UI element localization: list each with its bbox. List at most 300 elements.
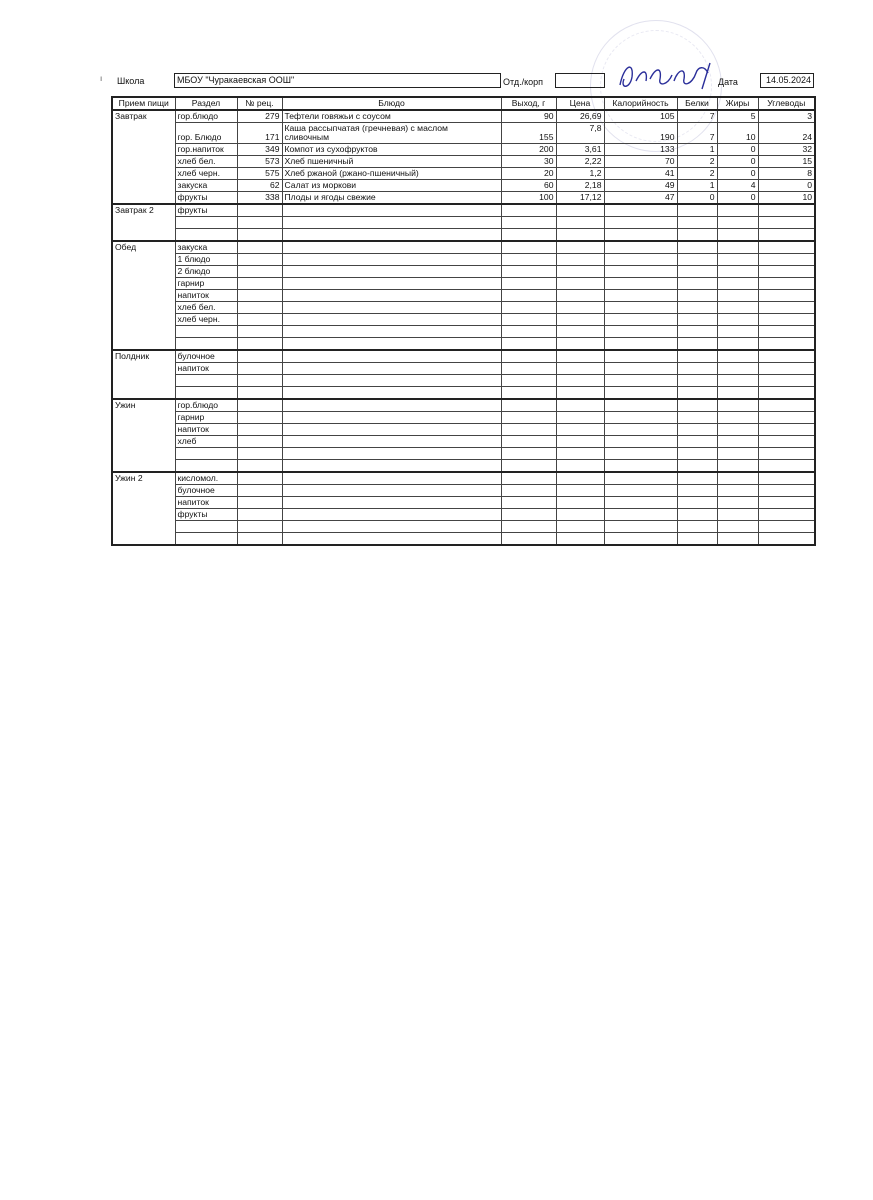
carbs-cell: [758, 387, 815, 400]
kcal-cell: [604, 350, 677, 363]
table-row: [112, 387, 815, 400]
recipe-cell: [237, 412, 282, 424]
fat-cell: [717, 302, 758, 314]
kcal-cell: [604, 448, 677, 460]
weight-cell: 100: [501, 192, 556, 205]
weight-cell: [501, 399, 556, 412]
carbs-cell: [758, 350, 815, 363]
kcal-cell: [604, 254, 677, 266]
weight-cell: [501, 472, 556, 485]
protein-cell: [677, 387, 717, 400]
recipe-cell: [237, 533, 282, 546]
weight-cell: [501, 338, 556, 351]
fat-cell: [717, 338, 758, 351]
dish-cell: [282, 533, 501, 546]
date-field: 14.05.2024: [760, 73, 814, 88]
protein-cell: [677, 412, 717, 424]
section-cell: гарнир: [175, 278, 237, 290]
recipe-cell: [237, 302, 282, 314]
carbs-cell: [758, 314, 815, 326]
table-row: [112, 509, 815, 521]
protein-cell: [677, 278, 717, 290]
meal-name: Полдник: [112, 350, 175, 399]
dish-cell: [282, 424, 501, 436]
dish-cell: Тефтели говяжьи с соусом: [282, 110, 501, 123]
section-cell: 2 блюдо: [175, 266, 237, 278]
price-cell: [556, 387, 604, 400]
dish-cell: [282, 472, 501, 485]
carbs-cell: 15: [758, 156, 815, 168]
price-cell: [556, 266, 604, 278]
fat-cell: [717, 448, 758, 460]
dish-cell: [282, 229, 501, 242]
carbs-cell: [758, 497, 815, 509]
dish-cell: [282, 350, 501, 363]
recipe-cell: 573: [237, 156, 282, 168]
kcal-cell: [604, 399, 677, 412]
weight-cell: [501, 412, 556, 424]
recipe-cell: [237, 509, 282, 521]
protein-cell: [677, 350, 717, 363]
price-cell: [556, 436, 604, 448]
kcal-cell: [604, 412, 677, 424]
dish-cell: [282, 387, 501, 400]
carbs-cell: [758, 521, 815, 533]
kcal-cell: [604, 229, 677, 242]
section-cell: напиток: [175, 290, 237, 302]
table-row: [112, 204, 815, 217]
weight-cell: [501, 387, 556, 400]
kcal-cell: 133: [604, 144, 677, 156]
price-cell: 17,12: [556, 192, 604, 205]
section-cell: [175, 375, 237, 387]
table-row: [112, 460, 815, 473]
price-cell: [556, 338, 604, 351]
fat-cell: [717, 472, 758, 485]
dish-cell: [282, 290, 501, 302]
price-cell: [556, 254, 604, 266]
column-header: Блюдо: [282, 97, 501, 110]
kcal-cell: 47: [604, 192, 677, 205]
weight-cell: [501, 326, 556, 338]
weight-cell: [501, 363, 556, 375]
column-header: Прием пищи: [112, 97, 175, 110]
weight-cell: [501, 485, 556, 497]
table-row: [112, 254, 815, 266]
price-cell: [556, 123, 604, 144]
section-cell: [175, 387, 237, 400]
recipe-cell: [237, 266, 282, 278]
carbs-cell: [758, 448, 815, 460]
dish-cell: [282, 509, 501, 521]
section-cell: напиток: [175, 363, 237, 375]
carbs-cell: [758, 375, 815, 387]
table-row: [112, 497, 815, 509]
price-cell: [556, 375, 604, 387]
table-row: [112, 278, 815, 290]
fat-cell: [717, 350, 758, 363]
carbs-cell: [758, 485, 815, 497]
section-cell: [175, 460, 237, 473]
dish-cell: [282, 412, 501, 424]
kcal-cell: [604, 290, 677, 302]
price-cell: [556, 302, 604, 314]
recipe-cell: [237, 241, 282, 254]
weight-cell: [501, 497, 556, 509]
price-cell: [556, 241, 604, 254]
kcal-cell: 190: [604, 123, 677, 144]
weight-cell: [501, 521, 556, 533]
fat-cell: [717, 278, 758, 290]
section-cell: [175, 229, 237, 242]
dish-cell: [282, 266, 501, 278]
table-row: [112, 110, 815, 123]
dish-cell: [282, 123, 501, 144]
table-row: [112, 399, 815, 412]
weight-cell: [501, 350, 556, 363]
table-row: [112, 448, 815, 460]
recipe-cell: [237, 399, 282, 412]
fat-cell: [717, 509, 758, 521]
price-cell: 2,18: [556, 180, 604, 192]
carbs-cell: 24: [758, 123, 815, 144]
kcal-cell: [604, 509, 677, 521]
carbs-cell: [758, 229, 815, 242]
dish-cell: [282, 460, 501, 473]
weight-cell: 30: [501, 156, 556, 168]
column-header: Цена: [556, 97, 604, 110]
protein-cell: [677, 521, 717, 533]
section-cell: гор. Блюдо: [175, 123, 237, 144]
fat-cell: [717, 254, 758, 266]
section-cell: фрукты: [175, 509, 237, 521]
column-header: Выход, г: [501, 97, 556, 110]
section-cell: гарнир: [175, 412, 237, 424]
protein-cell: [677, 217, 717, 229]
fat-cell: [717, 266, 758, 278]
fat-cell: [717, 424, 758, 436]
price-cell: [556, 217, 604, 229]
table-row: [112, 302, 815, 314]
dish-cell: [282, 254, 501, 266]
protein-cell: [677, 485, 717, 497]
table-row: [112, 521, 815, 533]
section-cell: гор.напиток: [175, 144, 237, 156]
weight-cell: [501, 509, 556, 521]
meal-name: Обед: [112, 241, 175, 350]
carbs-cell: [758, 278, 815, 290]
dish-cell: [282, 302, 501, 314]
table-row: [112, 229, 815, 242]
dish-cell: [282, 314, 501, 326]
carbs-cell: [758, 533, 815, 546]
carbs-cell: 0: [758, 180, 815, 192]
protein-cell: [677, 338, 717, 351]
table-row: [112, 168, 815, 180]
price-cell: [556, 399, 604, 412]
column-header: Раздел: [175, 97, 237, 110]
protein-cell: [677, 399, 717, 412]
price-cell: [556, 521, 604, 533]
dish-cell: [282, 497, 501, 509]
carbs-cell: [758, 424, 815, 436]
protein-cell: [677, 314, 717, 326]
recipe-cell: [237, 314, 282, 326]
weight-cell: 60: [501, 180, 556, 192]
kcal-cell: [604, 278, 677, 290]
dish-cell: [282, 204, 501, 217]
protein-cell: 7: [677, 123, 717, 144]
price-cell: [556, 460, 604, 473]
protein-cell: 1: [677, 180, 717, 192]
dish-cell: [282, 521, 501, 533]
kcal-cell: [604, 521, 677, 533]
fat-cell: [717, 533, 758, 546]
fat-cell: [717, 521, 758, 533]
protein-cell: [677, 448, 717, 460]
fat-cell: [717, 314, 758, 326]
recipe-cell: [237, 448, 282, 460]
price-cell: [556, 278, 604, 290]
fat-cell: [717, 436, 758, 448]
carbs-cell: [758, 412, 815, 424]
table-row: [112, 363, 815, 375]
section-cell: кисломол.: [175, 472, 237, 485]
meal-name: Завтрак 2: [112, 204, 175, 241]
kcal-cell: 41: [604, 168, 677, 180]
kcal-cell: [604, 424, 677, 436]
kcal-cell: [604, 204, 677, 217]
price-cell: 3,61: [556, 144, 604, 156]
carbs-cell: [758, 472, 815, 485]
protein-cell: [677, 436, 717, 448]
carbs-cell: [758, 326, 815, 338]
kcal-cell: [604, 485, 677, 497]
recipe-cell: [237, 204, 282, 217]
weight-cell: [501, 254, 556, 266]
carbs-cell: [758, 266, 815, 278]
menu-table: [111, 96, 816, 546]
price-cell: [556, 350, 604, 363]
fat-cell: 0: [717, 168, 758, 180]
date-label: Дата: [718, 77, 738, 87]
section-cell: [175, 217, 237, 229]
recipe-cell: 279: [237, 110, 282, 123]
dish-cell: [282, 338, 501, 351]
dish-cell: [282, 485, 501, 497]
protein-cell: 7: [677, 110, 717, 123]
price-cell: [556, 424, 604, 436]
price-cell: [556, 412, 604, 424]
carbs-cell: [758, 217, 815, 229]
kcal-cell: [604, 363, 677, 375]
protein-cell: [677, 229, 717, 242]
protein-cell: 0: [677, 192, 717, 205]
recipe-cell: [237, 254, 282, 266]
dish-cell: Хлеб ржаной (ржано-пшеничный): [282, 168, 501, 180]
carbs-cell: 3: [758, 110, 815, 123]
recipe-cell: [237, 485, 282, 497]
kcal-cell: 70: [604, 156, 677, 168]
protein-cell: [677, 472, 717, 485]
school-name-field: МБОУ "Чуракаевская ООШ": [174, 73, 501, 88]
recipe-cell: [237, 424, 282, 436]
fat-cell: [717, 290, 758, 302]
recipe-cell: [237, 436, 282, 448]
section-cell: хлеб: [175, 436, 237, 448]
section-cell: [175, 533, 237, 546]
section-cell: [175, 326, 237, 338]
kcal-cell: [604, 302, 677, 314]
weight-cell: 90: [501, 110, 556, 123]
weight-cell: [501, 314, 556, 326]
weight-cell: [501, 533, 556, 546]
kcal-cell: [604, 533, 677, 546]
weight-cell: [501, 375, 556, 387]
weight-cell: [501, 266, 556, 278]
section-cell: хлеб черн.: [175, 314, 237, 326]
kcal-cell: [604, 460, 677, 473]
section-cell: булочное: [175, 485, 237, 497]
recipe-cell: [237, 326, 282, 338]
protein-cell: [677, 363, 717, 375]
fat-cell: 0: [717, 156, 758, 168]
weight-cell: [501, 460, 556, 473]
weight-cell: [501, 436, 556, 448]
carbs-cell: 10: [758, 192, 815, 205]
weight-cell: [501, 424, 556, 436]
carbs-cell: [758, 241, 815, 254]
weight-cell: [501, 448, 556, 460]
price-cell: [556, 290, 604, 302]
fat-cell: [717, 363, 758, 375]
scan-mark: ı: [100, 74, 103, 83]
recipe-cell: [237, 229, 282, 242]
fat-cell: [717, 326, 758, 338]
protein-cell: 2: [677, 156, 717, 168]
meal-name: Ужин: [112, 399, 175, 472]
recipe-cell: 575: [237, 168, 282, 180]
table-row: [112, 180, 815, 192]
column-header: Калорийность: [604, 97, 677, 110]
price-cell: [556, 448, 604, 460]
fat-cell: [717, 217, 758, 229]
section-cell: напиток: [175, 497, 237, 509]
recipe-cell: [237, 290, 282, 302]
protein-cell: [677, 326, 717, 338]
dish-cell: Салат из моркови: [282, 180, 501, 192]
fat-cell: [717, 241, 758, 254]
carbs-cell: [758, 399, 815, 412]
table-row: [112, 412, 815, 424]
recipe-cell: [237, 278, 282, 290]
table-row: [112, 485, 815, 497]
kcal-cell: [604, 436, 677, 448]
weight-cell: [501, 241, 556, 254]
kcal-cell: [604, 387, 677, 400]
dish-cell: [282, 375, 501, 387]
dish-cell: [282, 241, 501, 254]
table-row: [112, 424, 815, 436]
protein-cell: [677, 509, 717, 521]
carbs-cell: 32: [758, 144, 815, 156]
recipe-cell: 338: [237, 192, 282, 205]
price-cell: [556, 314, 604, 326]
dish-line: сливочным: [284, 132, 329, 142]
carbs-cell: [758, 436, 815, 448]
fat-cell: 0: [717, 192, 758, 205]
dish-cell: [282, 363, 501, 375]
section-cell: гор.блюдо: [175, 399, 237, 412]
recipe-cell: [237, 350, 282, 363]
column-header: Жиры: [717, 97, 758, 110]
kcal-cell: [604, 497, 677, 509]
protein-cell: [677, 254, 717, 266]
dish-cell: Плоды и ягоды свежие: [282, 192, 501, 205]
price-cell: [556, 497, 604, 509]
section-cell: хлеб бел.: [175, 302, 237, 314]
price-cell: [556, 229, 604, 242]
table-row: [112, 144, 815, 156]
price-cell: 1,2: [556, 168, 604, 180]
carbs-cell: [758, 460, 815, 473]
dept-label: Отд./корп: [503, 77, 543, 87]
table-row: [112, 350, 815, 363]
kcal-cell: [604, 375, 677, 387]
price-cell: 2,22: [556, 156, 604, 168]
weight-cell: [501, 278, 556, 290]
recipe-cell: [237, 472, 282, 485]
signature-icon: [612, 55, 727, 95]
weight-cell: [501, 204, 556, 217]
price-cell: [556, 204, 604, 217]
dish-cell: [282, 217, 501, 229]
section-cell: хлеб бел.: [175, 156, 237, 168]
kcal-cell: [604, 472, 677, 485]
recipe-cell: [237, 338, 282, 351]
kcal-cell: [604, 217, 677, 229]
recipe-cell: [237, 460, 282, 473]
fat-cell: [717, 460, 758, 473]
fat-cell: [717, 375, 758, 387]
recipe-cell: 171: [237, 123, 282, 144]
table-row: [112, 192, 815, 205]
fat-cell: [717, 399, 758, 412]
price-cell: [556, 363, 604, 375]
protein-cell: [677, 460, 717, 473]
fat-cell: 10: [717, 123, 758, 144]
table-row: [112, 326, 815, 338]
dish-cell: [282, 278, 501, 290]
dish-cell: Хлеб пшеничный: [282, 156, 501, 168]
table-row: [112, 375, 815, 387]
weight-cell: 200: [501, 144, 556, 156]
carbs-cell: [758, 302, 815, 314]
carbs-cell: [758, 290, 815, 302]
table-row: [112, 217, 815, 229]
kcal-cell: [604, 241, 677, 254]
section-cell: [175, 521, 237, 533]
weight-cell: [501, 290, 556, 302]
dept-field: [555, 73, 605, 88]
protein-cell: [677, 302, 717, 314]
fat-cell: [717, 387, 758, 400]
recipe-cell: [237, 387, 282, 400]
kcal-cell: 49: [604, 180, 677, 192]
price-cell: [556, 472, 604, 485]
table-header-row: [112, 97, 815, 110]
protein-cell: [677, 241, 717, 254]
